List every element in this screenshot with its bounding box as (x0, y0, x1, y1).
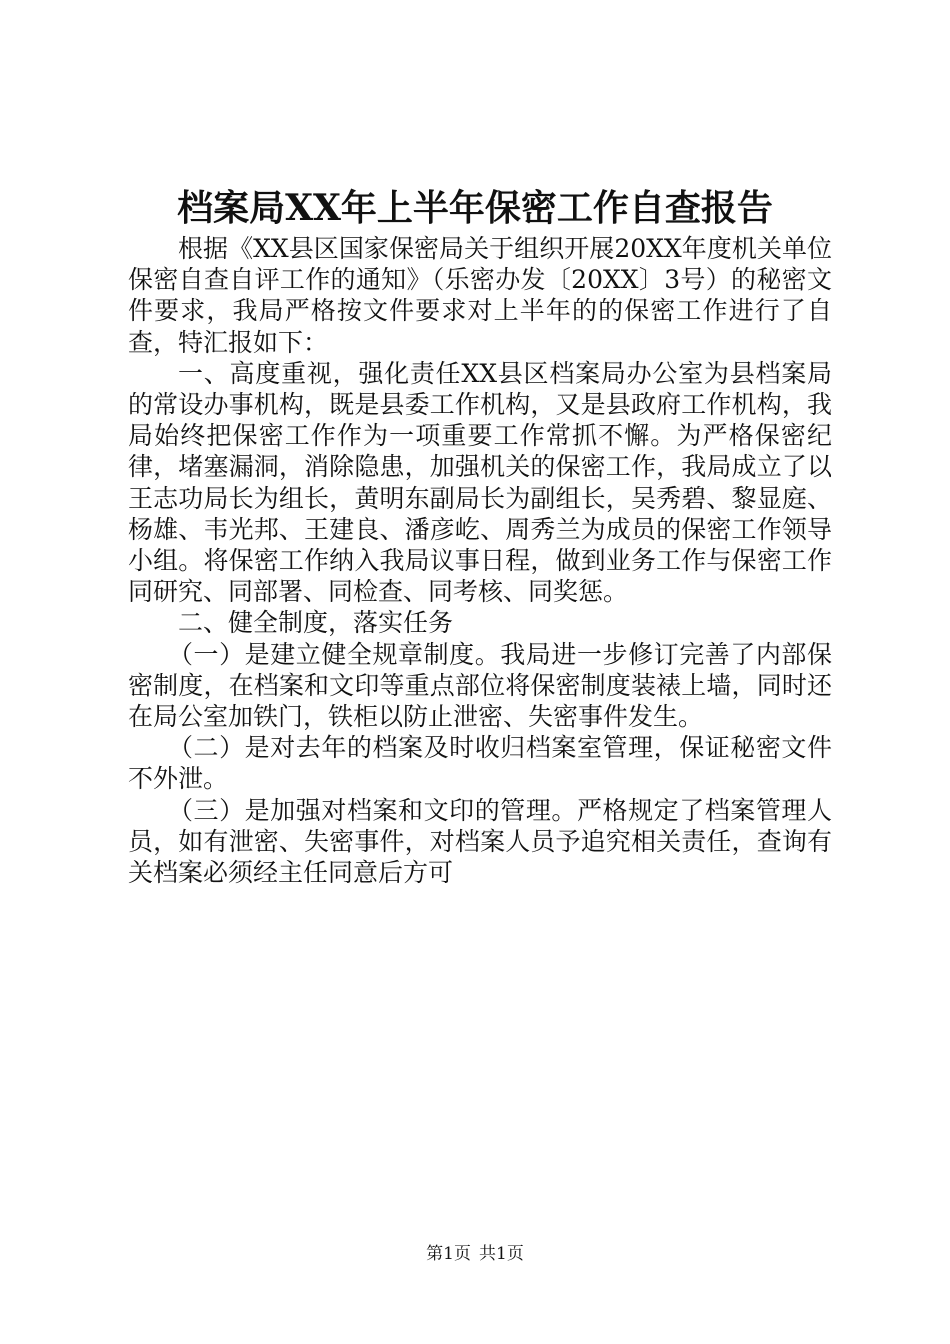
document-title: 档案局XX年上半年保密工作自查报告 (177, 187, 773, 229)
subsection-one-paragraph: （一）是建立健全规章制度。我局进一步修订完善了内部保密制度，在档案和文印等重点部位将保密制度装裱上墙，同时还在局公室加铁门，铁柜以防止泄密、失密事件发生。 (128, 639, 832, 732)
page-footer (0, 1242, 950, 1266)
intro-paragraph: 根据《XX县区国家保密局关于组织开展20XX年度机关单位保密自查自评工作的通知》（乐密办发〔20XX〕3号）的秘密文件要求，我局严格按文件要求对上半年的的保密工作进行了自查，特汇报如下： (128, 234, 832, 357)
subsection-two-paragraph: （二）是对去年的档案及时收归档案室管理，保证秘密文件不外泄。 (128, 733, 832, 794)
page-number-current: 第1页 (426, 1244, 471, 1264)
section-two-heading: 二、健全制度，落实任务 (178, 608, 454, 638)
subsection-three-paragraph: （三）是加强对档案和文印的管理。严格规定了档案管理人员，如有泄密、失密事件，对档案人员予追究相关责任，查询有关档案必须经主任同意后方可 (128, 795, 832, 888)
section-one-paragraph: 一、高度重视，强化责任XX县区档案局办公室为县档案局的常设办事机构，既是县委工作机构，又是县政府工作机构，我局始终把保密工作作为一项重要工作常抓不懈。为严格保密纪律，堵塞漏洞，消除隐患，加强机关的保密工作，我局成立了以王志功局长为组长，黄明东副局长为副组长，吴秀碧、黎显庭、杨雄、韦光邦、王建良、潘彦屹、周秀兰为成员的保密工作领导小组。将保密工作纳入我局议事日程，做到业务工作与保密工作同研究、同部署、同检查、同考核、同奖惩。 (128, 358, 832, 607)
document-body (128, 233, 832, 888)
page-number-total: 共1页 (479, 1244, 524, 1264)
